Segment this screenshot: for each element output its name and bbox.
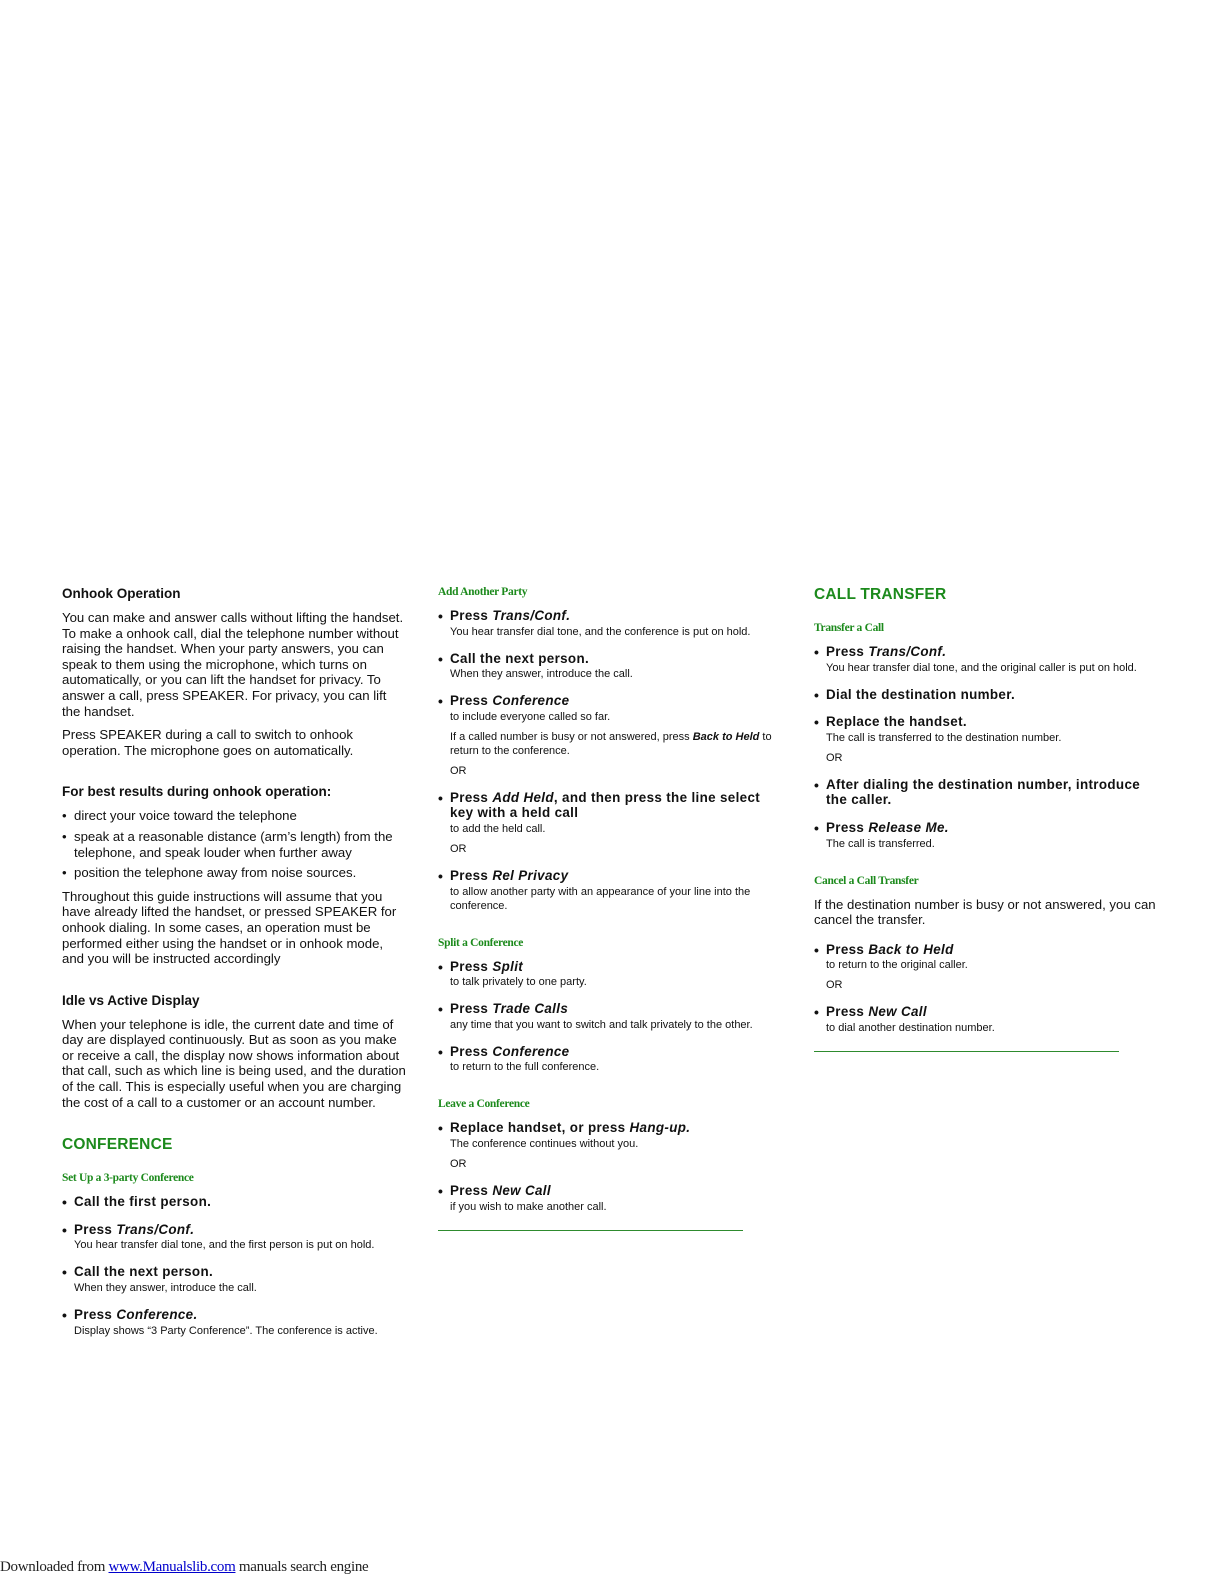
step bbox=[438, 693, 783, 778]
heading-conference: CONFERENCE bbox=[62, 1136, 173, 1154]
key-name: New Call bbox=[492, 1182, 551, 1198]
step-title: • Press Release Me. bbox=[826, 819, 949, 835]
step-note: to talk privately to one party. bbox=[450, 976, 587, 989]
step-note: The call is transferred to the destination number. bbox=[826, 731, 1062, 744]
step bbox=[438, 651, 783, 682]
step-note: to return to the original caller. bbox=[826, 959, 968, 972]
subheading-cancel-transfer: Cancel a Call Transfer bbox=[814, 874, 919, 887]
step-note: The call is transferred. bbox=[826, 837, 935, 850]
key-name: Conference. bbox=[116, 1307, 198, 1323]
step bbox=[438, 608, 783, 639]
section-idle-display bbox=[62, 993, 407, 1111]
footer-text: manuals search engine bbox=[235, 1559, 369, 1575]
section-add-party bbox=[438, 586, 783, 913]
step-note: to dial another destination number. bbox=[826, 1021, 995, 1034]
subheading-transfer-call: Transfer a Call bbox=[814, 622, 884, 634]
subheading-setup-conference: Set Up a 3-party Conference bbox=[62, 1172, 194, 1185]
step-note: if you wish to make another call. bbox=[450, 1200, 607, 1213]
section-divider bbox=[438, 1230, 743, 1231]
step-note: When they answer, introduce the call. bbox=[450, 668, 633, 681]
step-title: • Press Back to Held bbox=[826, 941, 954, 957]
or-separator: OR bbox=[450, 764, 467, 777]
step-note: When they answer, introduce the call. bbox=[74, 1282, 257, 1295]
section-onhook-operation bbox=[62, 586, 407, 758]
key-name: Hang-up. bbox=[629, 1120, 691, 1136]
column-middle bbox=[438, 586, 783, 1231]
section-call-transfer bbox=[814, 586, 1164, 851]
step bbox=[814, 714, 1164, 765]
paragraph: When your telephone is idle, the current date and time of day are displayed continuously. But as soon as you make or receive a call, the display now shows information about that call, such as which line is being used, and the duration of the call. This is especially useful when you are charging the cost of a call to a customer or an account number. bbox=[62, 1016, 406, 1110]
or-separator: OR bbox=[450, 842, 467, 855]
paragraph: Throughout this guide instructions will assume that you have already lifted the handset, or pressed SPEAKER for onhook dialing. In some cases, an operation must be performed either using the handset or in onhook mode, and you will be instructed accordingly bbox=[62, 888, 397, 967]
key-name: Trans/Conf. bbox=[868, 644, 947, 659]
step bbox=[62, 1307, 407, 1338]
key-name: Add Held bbox=[492, 789, 554, 805]
column-left bbox=[62, 586, 407, 1350]
key-name: Back to Held bbox=[868, 941, 954, 957]
step bbox=[814, 1004, 1164, 1035]
step bbox=[814, 942, 1164, 993]
step bbox=[62, 1222, 407, 1253]
key-name: Release Me. bbox=[868, 819, 949, 835]
paragraph: Press SPEAKER during a call to switch to onhook operation. The microphone goes on automatically. bbox=[62, 727, 354, 758]
or-separator: OR bbox=[826, 751, 843, 764]
step-title: • Call the first person. bbox=[74, 1194, 212, 1210]
key-name: Trade Calls bbox=[492, 1001, 569, 1017]
step bbox=[438, 1120, 783, 1171]
step bbox=[438, 790, 783, 856]
heading-call-transfer: CALL TRANSFER bbox=[814, 586, 947, 603]
step-title: • Press Conference bbox=[450, 693, 570, 709]
step-title: • Press Trade Calls bbox=[450, 1001, 569, 1017]
step-note: The conference continues without you. bbox=[450, 1137, 639, 1150]
step-title: • Press Add Held, and then press the line select key with a held call bbox=[450, 789, 761, 821]
download-footer bbox=[0, 1559, 368, 1576]
step bbox=[438, 1183, 783, 1214]
step-title: • Replace handset, or press Hang-up. bbox=[450, 1120, 691, 1136]
step-note: Display shows “3 Party Conference”. The conference is active. bbox=[74, 1324, 378, 1337]
paragraph: If the destination number is busy or not answered, you can cancel the transfer. bbox=[814, 896, 1156, 928]
step bbox=[814, 644, 1164, 675]
section-split-conference bbox=[438, 937, 783, 1075]
step bbox=[62, 1264, 407, 1295]
step-note: any time that you want to switch and talk privately to the other. bbox=[450, 1018, 753, 1031]
subheading-add-party: Add Another Party bbox=[438, 586, 528, 598]
step-extra-note: If a called number is busy or not answered, press Back to Held to return to the conference. bbox=[450, 730, 772, 757]
step-note: to return to the full conference. bbox=[450, 1061, 600, 1074]
step-note: You hear transfer dial tone, and the first person is put on hold. bbox=[74, 1239, 375, 1252]
key-name: Conference bbox=[492, 1043, 570, 1059]
step bbox=[814, 777, 1164, 808]
heading-idle-display: Idle vs Active Display bbox=[62, 992, 200, 1008]
step-title: • Press New Call bbox=[826, 1004, 927, 1020]
step-title: • Press Trans/Conf. bbox=[74, 1221, 195, 1237]
step-title: • Replace the handset. bbox=[826, 714, 967, 730]
paragraph: You can make and answer calls without lifting the handset. To make a onhook call, dial the telephone number without raising the handset. When your party answers, you can speak to them using the microphone, which turns on automatically, or you can lift the handset for privacy. To answer a call, press SPEAKER. For privacy, you can lift the handset. bbox=[62, 610, 404, 719]
heading-onhook-operation: Onhook Operation bbox=[62, 586, 181, 601]
or-separator: OR bbox=[450, 1157, 467, 1170]
key-name: Split bbox=[492, 958, 524, 974]
or-separator: OR bbox=[826, 979, 843, 992]
manualslib-link[interactable]: www.Manualslib.com bbox=[108, 1559, 236, 1575]
footer-text: Downloaded from bbox=[0, 1559, 109, 1575]
step-note: You hear transfer dial tone, and the conference is put on hold. bbox=[450, 625, 751, 638]
step-title: • Call the next person. bbox=[450, 650, 590, 666]
step-title: • After dialing the destination number, introduce the caller. bbox=[826, 776, 1141, 808]
subheading-split-conference: Split a Conference bbox=[438, 936, 524, 949]
step-title: • Press Split bbox=[450, 958, 524, 974]
key-name: Trans/Conf. bbox=[116, 1221, 195, 1237]
section-divider bbox=[814, 1051, 1119, 1052]
key-name: New Call bbox=[868, 1004, 927, 1020]
step bbox=[438, 1001, 783, 1032]
column-right bbox=[814, 586, 1164, 1052]
step bbox=[438, 959, 783, 990]
step-title: • Press Trans/Conf. bbox=[450, 608, 571, 623]
heading-best-results: For best results during onhook operation: bbox=[62, 784, 332, 800]
step-title: • Call the next person. bbox=[74, 1264, 214, 1280]
section-leave-conference bbox=[438, 1098, 783, 1213]
list-item: • position the telephone away from noise sources. bbox=[62, 865, 407, 881]
section-best-results bbox=[62, 784, 407, 966]
step-title: • Press Conference. bbox=[74, 1307, 198, 1323]
step-title: • Press Conference bbox=[450, 1043, 570, 1059]
step bbox=[438, 868, 783, 913]
step bbox=[814, 820, 1164, 851]
step bbox=[438, 1044, 783, 1075]
step bbox=[814, 687, 1164, 703]
step-title: • Press New Call bbox=[450, 1182, 551, 1198]
step-note: to allow another party with an appearance of your line into the conference. bbox=[450, 885, 751, 912]
step-note: to include everyone called so far. bbox=[450, 710, 611, 723]
step bbox=[62, 1194, 407, 1210]
step-title: • Press Trans/Conf. bbox=[826, 644, 947, 659]
step-title: • Press Rel Privacy bbox=[450, 867, 569, 883]
key-name: Back to Held bbox=[692, 730, 760, 743]
key-name: Trans/Conf. bbox=[492, 608, 571, 623]
best-results-list bbox=[62, 808, 407, 880]
list-item: • speak at a reasonable distance (arm’s length) from the telephone, and speak louder when further away bbox=[62, 829, 407, 860]
step-note: You hear transfer dial tone, and the original caller is put on hold. bbox=[826, 661, 1137, 674]
key-name: Rel Privacy bbox=[492, 867, 569, 883]
list-item: • direct your voice toward the telephone bbox=[62, 808, 407, 824]
subheading-leave-conference: Leave a Conference bbox=[438, 1098, 530, 1111]
section-cancel-transfer bbox=[814, 875, 1164, 1035]
section-conference bbox=[62, 1136, 407, 1337]
key-name: Conference bbox=[492, 693, 570, 709]
step-title: • Dial the destination number. bbox=[826, 686, 1016, 702]
step-note: to add the held call. bbox=[450, 822, 546, 835]
